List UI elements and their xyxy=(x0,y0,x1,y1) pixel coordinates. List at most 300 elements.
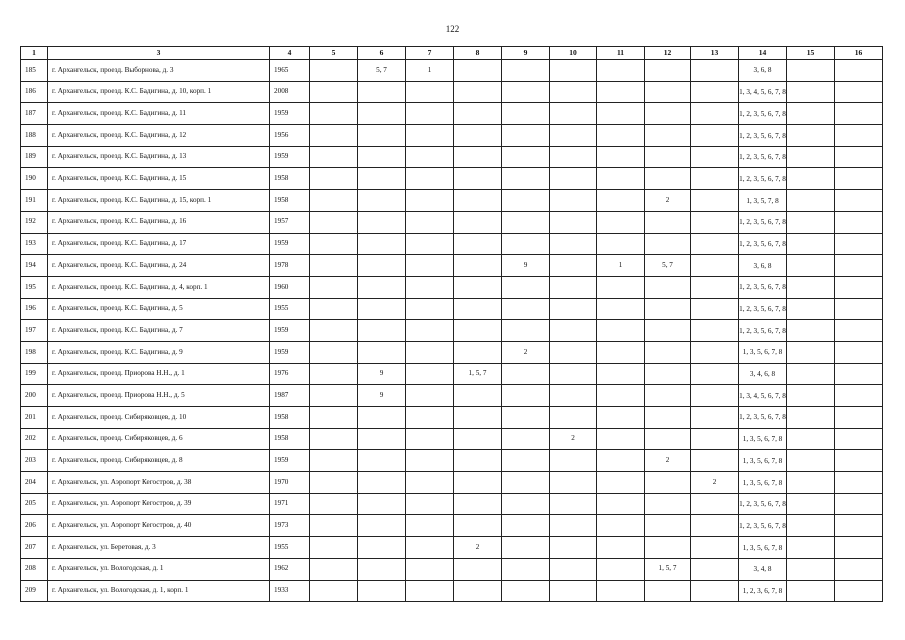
year-cell: 1970 xyxy=(270,472,310,494)
col8-cell xyxy=(454,125,502,147)
table-row xyxy=(21,515,883,537)
housing-registry-table xyxy=(20,46,883,602)
col10-cell xyxy=(550,190,597,212)
year-cell: 1959 xyxy=(270,320,310,342)
col14-cell: 1, 2, 3, 5, 6, 7, 8 xyxy=(739,233,787,255)
col9-cell xyxy=(502,320,550,342)
col8-cell xyxy=(454,103,502,125)
col5-cell xyxy=(310,125,358,147)
col5-cell xyxy=(310,103,358,125)
row-number-cell: 186 xyxy=(21,81,48,103)
col6-cell xyxy=(358,580,406,602)
col15-cell xyxy=(787,146,835,168)
col13-cell: 2 xyxy=(691,472,739,494)
col12-cell xyxy=(645,60,691,82)
col6-cell xyxy=(358,450,406,472)
row-number-cell: 189 xyxy=(21,146,48,168)
col5-cell xyxy=(310,81,358,103)
year-cell: 1956 xyxy=(270,125,310,147)
row-number-cell: 198 xyxy=(21,341,48,363)
col14-cell: 1, 2, 3, 5, 6, 7, 8 xyxy=(739,298,787,320)
col8-cell xyxy=(454,233,502,255)
col9-cell xyxy=(502,428,550,450)
col13-cell xyxy=(691,255,739,277)
col16-cell xyxy=(835,146,883,168)
col14-cell: 1, 2, 3, 5, 6, 7, 8 xyxy=(739,320,787,342)
col11-cell xyxy=(597,276,645,298)
col11-cell xyxy=(597,558,645,580)
col14-cell: 3, 6, 8 xyxy=(739,60,787,82)
column-header: 10 xyxy=(550,47,597,60)
col5-cell xyxy=(310,255,358,277)
year-cell: 1959 xyxy=(270,103,310,125)
col11-cell xyxy=(597,515,645,537)
col9-cell: 2 xyxy=(502,341,550,363)
col5-cell xyxy=(310,276,358,298)
col6-cell xyxy=(358,407,406,429)
col7-cell xyxy=(406,298,454,320)
col10-cell xyxy=(550,407,597,429)
col8-cell xyxy=(454,428,502,450)
col15-cell xyxy=(787,472,835,494)
address-cell: г. Архангельск, проезд. К.С. Бадигина, д. 24 xyxy=(48,255,270,277)
col16-cell xyxy=(835,298,883,320)
col12-cell xyxy=(645,276,691,298)
col10-cell xyxy=(550,255,597,277)
col12-cell: 5, 7 xyxy=(645,255,691,277)
row-number-cell: 201 xyxy=(21,407,48,429)
col13-cell xyxy=(691,363,739,385)
row-number-cell: 188 xyxy=(21,125,48,147)
row-number-cell: 195 xyxy=(21,276,48,298)
address-cell: г. Архангельск, проезд. К.С. Бадигина, д. 16 xyxy=(48,211,270,233)
col11-cell xyxy=(597,472,645,494)
col14-cell: 1, 3, 5, 6, 7, 8 xyxy=(739,428,787,450)
col12-cell: 2 xyxy=(645,450,691,472)
col10-cell xyxy=(550,276,597,298)
col11-cell xyxy=(597,103,645,125)
col9-cell xyxy=(502,450,550,472)
table-row xyxy=(21,211,883,233)
col16-cell xyxy=(835,558,883,580)
col5-cell xyxy=(310,363,358,385)
year-cell: 1976 xyxy=(270,363,310,385)
address-cell: г. Архангельск, проезд. К.С. Бадигина, д. 15, корп. 1 xyxy=(48,190,270,212)
table-row xyxy=(21,255,883,277)
col13-cell xyxy=(691,233,739,255)
col13-cell xyxy=(691,60,739,82)
col8-cell: 2 xyxy=(454,537,502,559)
col9-cell xyxy=(502,233,550,255)
col16-cell xyxy=(835,363,883,385)
year-cell: 1959 xyxy=(270,450,310,472)
address-cell: г. Архангельск, проезд. К.С. Бадигина, д. 7 xyxy=(48,320,270,342)
col15-cell xyxy=(787,168,835,190)
year-cell: 1958 xyxy=(270,428,310,450)
col16-cell xyxy=(835,428,883,450)
col15-cell xyxy=(787,515,835,537)
col16-cell xyxy=(835,580,883,602)
col11-cell xyxy=(597,233,645,255)
col16-cell xyxy=(835,537,883,559)
col6-cell: 5, 7 xyxy=(358,60,406,82)
col7-cell xyxy=(406,385,454,407)
col13-cell xyxy=(691,146,739,168)
year-cell: 1971 xyxy=(270,493,310,515)
table-row xyxy=(21,363,883,385)
col8-cell xyxy=(454,472,502,494)
col13-cell xyxy=(691,125,739,147)
col8-cell xyxy=(454,580,502,602)
col10-cell: 2 xyxy=(550,428,597,450)
col14-cell: 1, 2, 3, 5, 6, 7, 8 xyxy=(739,125,787,147)
col10-cell xyxy=(550,320,597,342)
col6-cell xyxy=(358,168,406,190)
col9-cell xyxy=(502,276,550,298)
address-cell: г. Архангельск, проезд. К.С. Бадигина, д. 17 xyxy=(48,233,270,255)
table-row xyxy=(21,276,883,298)
col5-cell xyxy=(310,233,358,255)
col16-cell xyxy=(835,211,883,233)
col8-cell xyxy=(454,255,502,277)
address-cell: г. Архангельск, проезд. К.С. Бадигина, д. 15 xyxy=(48,168,270,190)
col7-cell xyxy=(406,341,454,363)
col9-cell xyxy=(502,385,550,407)
col8-cell xyxy=(454,276,502,298)
col13-cell xyxy=(691,211,739,233)
col7-cell xyxy=(406,472,454,494)
table-row xyxy=(21,168,883,190)
col6-cell xyxy=(358,472,406,494)
col11-cell xyxy=(597,190,645,212)
col13-cell xyxy=(691,81,739,103)
col5-cell xyxy=(310,168,358,190)
col6-cell xyxy=(358,211,406,233)
col7-cell xyxy=(406,537,454,559)
table-row xyxy=(21,558,883,580)
row-number-cell: 192 xyxy=(21,211,48,233)
address-cell: г. Архангельск, ул. Аэропорт Кегостров, д. 40 xyxy=(48,515,270,537)
table-row xyxy=(21,125,883,147)
col15-cell xyxy=(787,385,835,407)
col6-cell xyxy=(358,515,406,537)
col15-cell xyxy=(787,103,835,125)
col8-cell xyxy=(454,60,502,82)
col10-cell xyxy=(550,493,597,515)
col11-cell xyxy=(597,60,645,82)
col5-cell xyxy=(310,558,358,580)
col16-cell xyxy=(835,407,883,429)
col10-cell xyxy=(550,558,597,580)
col13-cell xyxy=(691,103,739,125)
col12-cell xyxy=(645,580,691,602)
col7-cell: 1 xyxy=(406,60,454,82)
col11-cell xyxy=(597,537,645,559)
year-cell: 1957 xyxy=(270,211,310,233)
col6-cell xyxy=(358,428,406,450)
col6-cell xyxy=(358,537,406,559)
col15-cell xyxy=(787,428,835,450)
col11-cell xyxy=(597,363,645,385)
col11-cell xyxy=(597,385,645,407)
col14-cell: 1, 3, 4, 5, 6, 7, 8 xyxy=(739,81,787,103)
column-header: 1 xyxy=(21,47,48,60)
col14-cell: 1, 3, 5, 6, 7, 8 xyxy=(739,472,787,494)
col13-cell xyxy=(691,298,739,320)
address-cell: г. Архангельск, проезд. К.С. Бадигина, д. 4, корп. 1 xyxy=(48,276,270,298)
col11-cell: 1 xyxy=(597,255,645,277)
col14-cell: 1, 3, 5, 7, 8 xyxy=(739,190,787,212)
col14-cell: 1, 2, 3, 5, 6, 7, 8 xyxy=(739,146,787,168)
col11-cell xyxy=(597,407,645,429)
row-number-cell: 209 xyxy=(21,580,48,602)
col11-cell xyxy=(597,211,645,233)
row-number-cell: 207 xyxy=(21,537,48,559)
col14-cell: 3, 4, 6, 8 xyxy=(739,363,787,385)
col8-cell xyxy=(454,146,502,168)
col7-cell xyxy=(406,146,454,168)
col12-cell xyxy=(645,320,691,342)
table-row xyxy=(21,298,883,320)
col13-cell xyxy=(691,320,739,342)
col15-cell xyxy=(787,363,835,385)
col7-cell xyxy=(406,168,454,190)
col12-cell xyxy=(645,125,691,147)
year-cell: 1958 xyxy=(270,407,310,429)
col6-cell xyxy=(358,255,406,277)
row-number-cell: 193 xyxy=(21,233,48,255)
col9-cell xyxy=(502,81,550,103)
col15-cell xyxy=(787,320,835,342)
col9-cell xyxy=(502,60,550,82)
col6-cell xyxy=(358,103,406,125)
col7-cell xyxy=(406,428,454,450)
col14-cell: 1, 3, 5, 6, 7, 8 xyxy=(739,450,787,472)
col13-cell xyxy=(691,558,739,580)
col15-cell xyxy=(787,125,835,147)
col10-cell xyxy=(550,450,597,472)
col15-cell xyxy=(787,60,835,82)
col8-cell xyxy=(454,450,502,472)
col12-cell: 2 xyxy=(645,190,691,212)
col10-cell xyxy=(550,233,597,255)
col13-cell xyxy=(691,450,739,472)
col13-cell xyxy=(691,168,739,190)
col10-cell xyxy=(550,81,597,103)
col6-cell xyxy=(358,320,406,342)
col10-cell xyxy=(550,580,597,602)
col10-cell xyxy=(550,211,597,233)
col14-cell: 1, 2, 3, 6, 7, 8 xyxy=(739,580,787,602)
table-row xyxy=(21,428,883,450)
column-header: 6 xyxy=(358,47,406,60)
year-cell: 1973 xyxy=(270,515,310,537)
col16-cell xyxy=(835,515,883,537)
col16-cell xyxy=(835,233,883,255)
col7-cell xyxy=(406,103,454,125)
col12-cell xyxy=(645,341,691,363)
year-cell: 1962 xyxy=(270,558,310,580)
address-cell: г. Архангельск, ул. Беретовая, д. 3 xyxy=(48,537,270,559)
row-number-cell: 197 xyxy=(21,320,48,342)
row-number-cell: 208 xyxy=(21,558,48,580)
col8-cell xyxy=(454,320,502,342)
col11-cell xyxy=(597,125,645,147)
col10-cell xyxy=(550,363,597,385)
col16-cell xyxy=(835,255,883,277)
col16-cell xyxy=(835,320,883,342)
col7-cell xyxy=(406,190,454,212)
col11-cell xyxy=(597,298,645,320)
col10-cell xyxy=(550,168,597,190)
col11-cell xyxy=(597,168,645,190)
col7-cell xyxy=(406,125,454,147)
col16-cell xyxy=(835,450,883,472)
col9-cell xyxy=(502,515,550,537)
year-cell: 1987 xyxy=(270,385,310,407)
col16-cell xyxy=(835,103,883,125)
col7-cell xyxy=(406,363,454,385)
address-cell: г. Архангельск, проезд. Сибиряковцев, д. 6 xyxy=(48,428,270,450)
col11-cell xyxy=(597,450,645,472)
col6-cell xyxy=(358,81,406,103)
address-cell: г. Архангельск, проезд. Сибиряковцев, д. 10 xyxy=(48,407,270,429)
address-cell: г. Архангельск, проезд. Приорова Н.Н., д. 1 xyxy=(48,363,270,385)
row-number-cell: 185 xyxy=(21,60,48,82)
col14-cell: 1, 3, 5, 6, 7, 8 xyxy=(739,341,787,363)
col7-cell xyxy=(406,450,454,472)
col7-cell xyxy=(406,81,454,103)
col15-cell xyxy=(787,407,835,429)
col12-cell xyxy=(645,211,691,233)
col11-cell xyxy=(597,146,645,168)
col12-cell xyxy=(645,103,691,125)
col8-cell xyxy=(454,298,502,320)
header-row xyxy=(21,47,883,60)
col8-cell xyxy=(454,190,502,212)
table-row xyxy=(21,81,883,103)
col6-cell xyxy=(358,493,406,515)
table-row xyxy=(21,472,883,494)
address-cell: г. Архангельск, проезд. Выборнова, д. 3 xyxy=(48,60,270,82)
col5-cell xyxy=(310,407,358,429)
col12-cell xyxy=(645,233,691,255)
row-number-cell: 204 xyxy=(21,472,48,494)
col9-cell xyxy=(502,168,550,190)
col13-cell xyxy=(691,493,739,515)
col7-cell xyxy=(406,211,454,233)
col11-cell xyxy=(597,493,645,515)
col9-cell: 9 xyxy=(502,255,550,277)
col15-cell xyxy=(787,190,835,212)
col14-cell: 3, 6, 8 xyxy=(739,255,787,277)
col12-cell xyxy=(645,146,691,168)
address-cell: г. Архангельск, проезд. К.С. Бадигина, д. 5 xyxy=(48,298,270,320)
column-header: 7 xyxy=(406,47,454,60)
col12-cell xyxy=(645,537,691,559)
col6-cell xyxy=(358,298,406,320)
col6-cell xyxy=(358,558,406,580)
col6-cell xyxy=(358,233,406,255)
table-row xyxy=(21,385,883,407)
col15-cell xyxy=(787,255,835,277)
col15-cell xyxy=(787,298,835,320)
col10-cell xyxy=(550,341,597,363)
col16-cell xyxy=(835,81,883,103)
col14-cell: 1, 3, 4, 5, 6, 7, 8 xyxy=(739,385,787,407)
row-number-cell: 190 xyxy=(21,168,48,190)
col7-cell xyxy=(406,515,454,537)
row-number-cell: 196 xyxy=(21,298,48,320)
col13-cell xyxy=(691,428,739,450)
col6-cell: 9 xyxy=(358,363,406,385)
col14-cell: 1, 2, 3, 5, 6, 7, 8 xyxy=(739,276,787,298)
col7-cell xyxy=(406,493,454,515)
year-cell: 1959 xyxy=(270,233,310,255)
col5-cell xyxy=(310,146,358,168)
col12-cell xyxy=(645,515,691,537)
col8-cell xyxy=(454,385,502,407)
col5-cell xyxy=(310,450,358,472)
address-cell: г. Архангельск, проезд. К.С. Бадигина, д. 12 xyxy=(48,125,270,147)
col13-cell xyxy=(691,580,739,602)
row-number-cell: 206 xyxy=(21,515,48,537)
column-header: 8 xyxy=(454,47,502,60)
address-cell: г. Архангельск, проезд. Сибиряковцев, д. 8 xyxy=(48,450,270,472)
address-cell: г. Архангельск, ул. Аэропорт Кегостров, д. 39 xyxy=(48,493,270,515)
column-header: 11 xyxy=(597,47,645,60)
col7-cell xyxy=(406,407,454,429)
col16-cell xyxy=(835,493,883,515)
table-row xyxy=(21,407,883,429)
col8-cell xyxy=(454,341,502,363)
col8-cell xyxy=(454,211,502,233)
year-cell: 1955 xyxy=(270,298,310,320)
column-header: 9 xyxy=(502,47,550,60)
col15-cell xyxy=(787,537,835,559)
col13-cell xyxy=(691,515,739,537)
address-cell: г. Архангельск, проезд. К.С. Бадигина, д. 11 xyxy=(48,103,270,125)
col7-cell xyxy=(406,580,454,602)
column-header: 14 xyxy=(739,47,787,60)
table-row xyxy=(21,580,883,602)
col16-cell xyxy=(835,190,883,212)
row-number-cell: 205 xyxy=(21,493,48,515)
col9-cell xyxy=(502,146,550,168)
col6-cell xyxy=(358,146,406,168)
col8-cell: 1, 5, 7 xyxy=(454,363,502,385)
col15-cell xyxy=(787,450,835,472)
col11-cell xyxy=(597,320,645,342)
col6-cell xyxy=(358,190,406,212)
col12-cell xyxy=(645,385,691,407)
col6-cell xyxy=(358,125,406,147)
col5-cell xyxy=(310,60,358,82)
col14-cell: 1, 2, 3, 5, 6, 7, 8 xyxy=(739,493,787,515)
column-header: 4 xyxy=(270,47,310,60)
row-number-cell: 191 xyxy=(21,190,48,212)
address-cell: г. Архангельск, ул. Вологодская, д. 1, корп. 1 xyxy=(48,580,270,602)
year-cell: 1960 xyxy=(270,276,310,298)
col10-cell xyxy=(550,472,597,494)
col10-cell xyxy=(550,298,597,320)
year-cell: 2008 xyxy=(270,81,310,103)
col13-cell xyxy=(691,190,739,212)
col5-cell xyxy=(310,190,358,212)
col15-cell xyxy=(787,81,835,103)
col5-cell xyxy=(310,211,358,233)
col14-cell: 1, 2, 3, 5, 6, 7, 8 xyxy=(739,168,787,190)
